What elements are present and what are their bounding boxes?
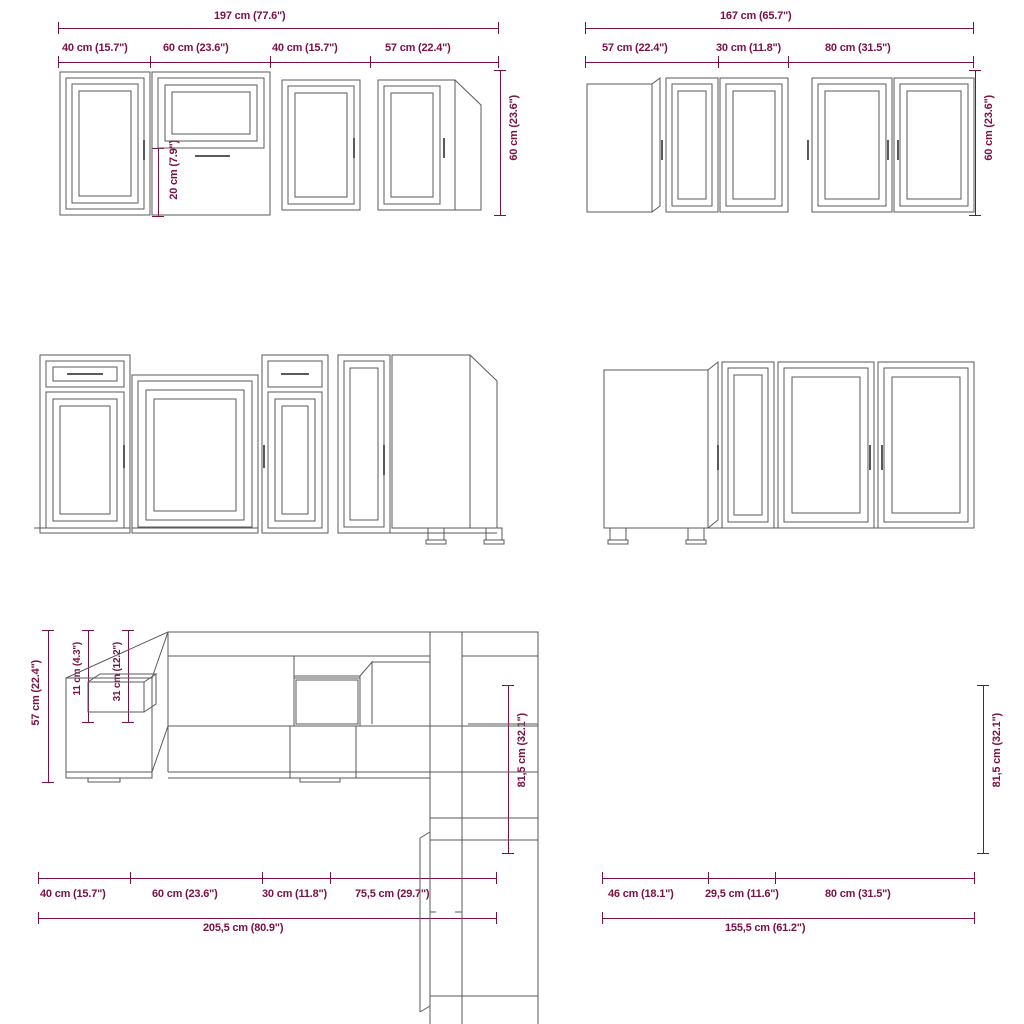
view-wall-units-front-right xyxy=(540,0,1024,280)
drawing-base-units-left xyxy=(0,330,540,620)
drawing-wall-units-left xyxy=(0,0,540,280)
view-base-units-front-right xyxy=(540,330,1024,934)
dim-segment-3-ml: 30 cm (11.8") xyxy=(262,888,327,900)
dim-segment-4-tl: 57 cm (22.4") xyxy=(385,42,451,54)
dim-height-tr: 60 cm (23.6") xyxy=(983,95,995,161)
dim-segment-1-ml: 40 cm (15.7") xyxy=(40,888,106,900)
dim-overall-width-tl: 197 cm (77.6") xyxy=(214,10,286,22)
dim-segment-4-ml: 75,5 cm (29.7") xyxy=(355,888,430,900)
dim-segment-2-mr: 29,5 cm (11.6") xyxy=(705,888,779,900)
dim-depth-iso: 57 cm (22.4") xyxy=(30,660,42,726)
dim-overall-width-tr: 167 cm (65.7") xyxy=(720,10,792,22)
dim-height-tl: 60 cm (23.6") xyxy=(508,95,520,161)
drawing-base-units-right xyxy=(540,330,1024,620)
dim-segment-1-tr: 57 cm (22.4") xyxy=(602,42,668,54)
dim-segment-3-tr: 80 cm (31.5") xyxy=(825,42,891,54)
dim-height-mr: 81,5 cm (32.1") xyxy=(991,713,1003,788)
view-isometric-assembly xyxy=(0,612,1024,1024)
drawing-wall-units-right xyxy=(540,0,1024,280)
dim-segment-2-tr: 30 cm (11.8") xyxy=(716,42,781,54)
dim-inner-height-tl: 20 cm (7.9") xyxy=(168,140,180,200)
view-wall-units-front-left xyxy=(0,0,540,280)
dim-segment-3-mr: 80 cm (31.5") xyxy=(825,888,891,900)
dim-sub-2-iso: 31 cm (12.2") xyxy=(112,642,123,702)
dim-height-ml: 81,5 cm (32.1") xyxy=(516,713,528,788)
dim-segment-1-tl: 40 cm (15.7") xyxy=(62,42,128,54)
dim-sub-1-iso: 11 cm (4.3") xyxy=(72,642,83,696)
dim-segment-2-tl: 60 cm (23.6") xyxy=(163,42,229,54)
dim-segment-1-mr: 46 cm (18.1") xyxy=(608,888,674,900)
drawing-isometric-assembly xyxy=(0,612,1024,1024)
dim-segment-3-tl: 40 cm (15.7") xyxy=(272,42,338,54)
dim-segment-2-ml: 60 cm (23.6") xyxy=(152,888,218,900)
dim-overall-width-ml: 205,5 cm (80.9") xyxy=(203,922,284,934)
dim-overall-width-mr: 155,5 cm (61.2") xyxy=(725,922,806,934)
